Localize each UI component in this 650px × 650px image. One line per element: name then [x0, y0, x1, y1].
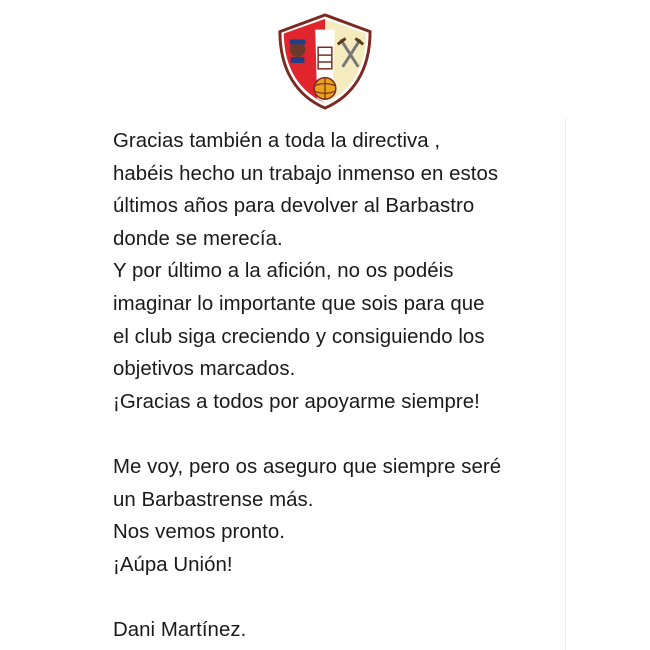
letter-line: Nos vemos pronto. — [113, 521, 285, 544]
letter-line: donde se merecía. — [113, 227, 283, 250]
letter-line: Gracias también a toda la directiva , — [113, 130, 441, 152]
club-crest-logo — [276, 12, 374, 110]
letter-line: ¡Aúpa Unión! — [113, 553, 233, 576]
letter-line: ¡Gracias a todos por apoyarme siempre! — [113, 390, 480, 413]
letter-line: un Barbastrense más. — [113, 488, 314, 511]
letter-line: habéis hecho un trabajo inmenso en estos — [113, 162, 499, 185]
farewell-letter — [113, 125, 563, 647]
letter-line: Y por último a la afición, no os podéis — [113, 260, 454, 283]
letter-line: objetivos marcados. — [113, 358, 296, 381]
paragraph-gap — [113, 581, 563, 614]
letter-line: el club siga creciendo y consiguiendo los — [113, 325, 485, 348]
letter-line: imaginar lo importante que sois para que — [113, 292, 485, 315]
page-edge-shadow — [565, 118, 566, 650]
signature: Dani Martínez. — [113, 618, 247, 641]
letter-line: Me voy, pero os aseguro que siempre seré — [113, 455, 502, 478]
letter-line: últimos años para devolver al Barbastro — [113, 195, 475, 218]
paragraph-gap — [113, 418, 563, 451]
